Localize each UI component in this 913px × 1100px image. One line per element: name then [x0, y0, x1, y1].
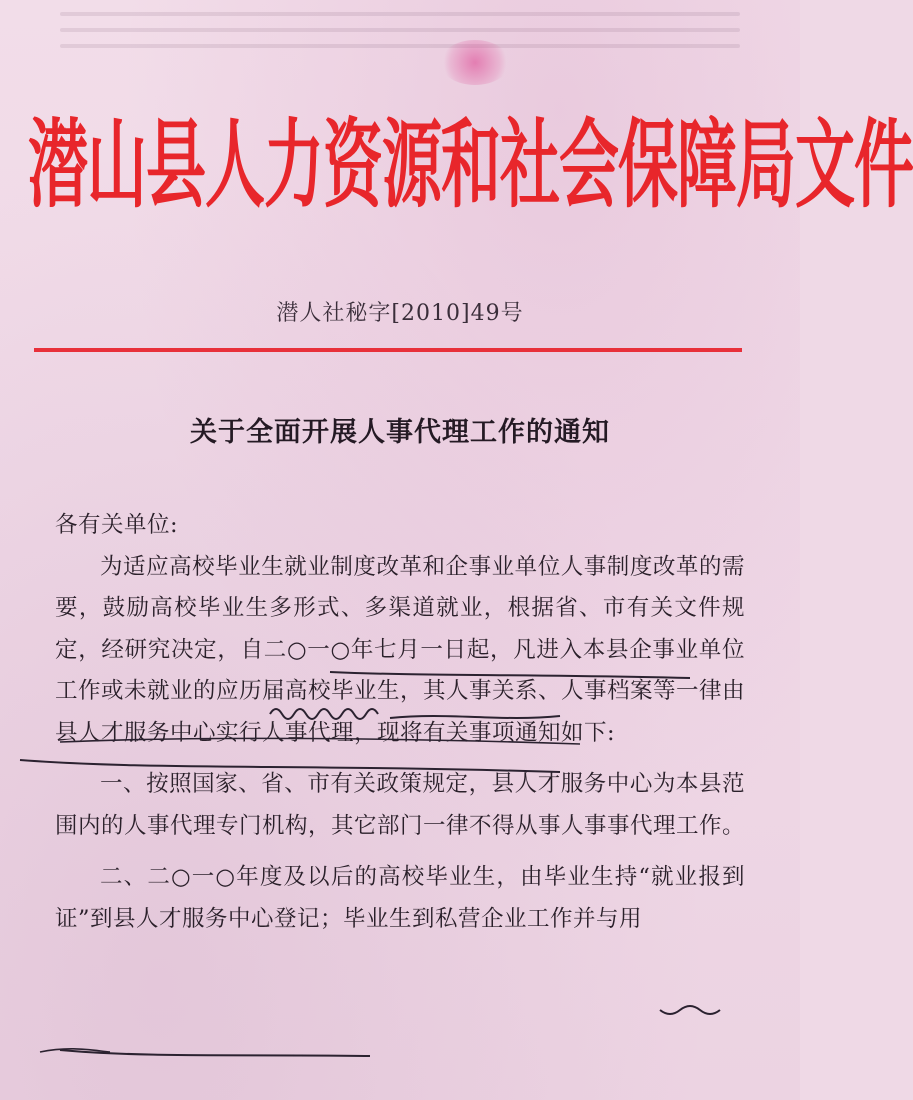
paragraph-intro: 为适应高校毕业生就业制度改革和企事业单位人事制度改革的需要，鼓励高校毕业生多形式、多渠道就业，根据省、市有关文件规定，经研究决定，自二○一○年七月一日起，凡进入本县企事业单位工作或未就业的应历届高校毕业生，其人事关系、人事档案等一律由县人才服务中心实行人事代理，现将有关事项通知如下: — [55, 553, 746, 746]
bleed-through-text — [60, 0, 740, 70]
issuer-header-title: 潜山县人力资源和社会保障局文件 — [28, 110, 913, 222]
notice-title: 关于全面开展人事代理工作的通知 — [190, 417, 610, 448]
salutation: 各有关单位: — [55, 512, 179, 538]
paragraph-item-2: 二、二○一○年度及以后的高校毕业生，由毕业生持“就业报到证”到县人才服务中心登记；毕业生到私营企业工作并与用 — [55, 864, 745, 932]
document-number: 潜人社秘字[2010]49号 — [276, 301, 524, 326]
red-divider-rule — [34, 348, 742, 352]
notice-body — [55, 505, 745, 940]
paragraph-item-1: 一、按照国家、省、市有关政策规定，县人才服务中心为本县范围内的人事代理专门机构，其它部门一律不得从事人事事代理工作。 — [55, 771, 746, 839]
